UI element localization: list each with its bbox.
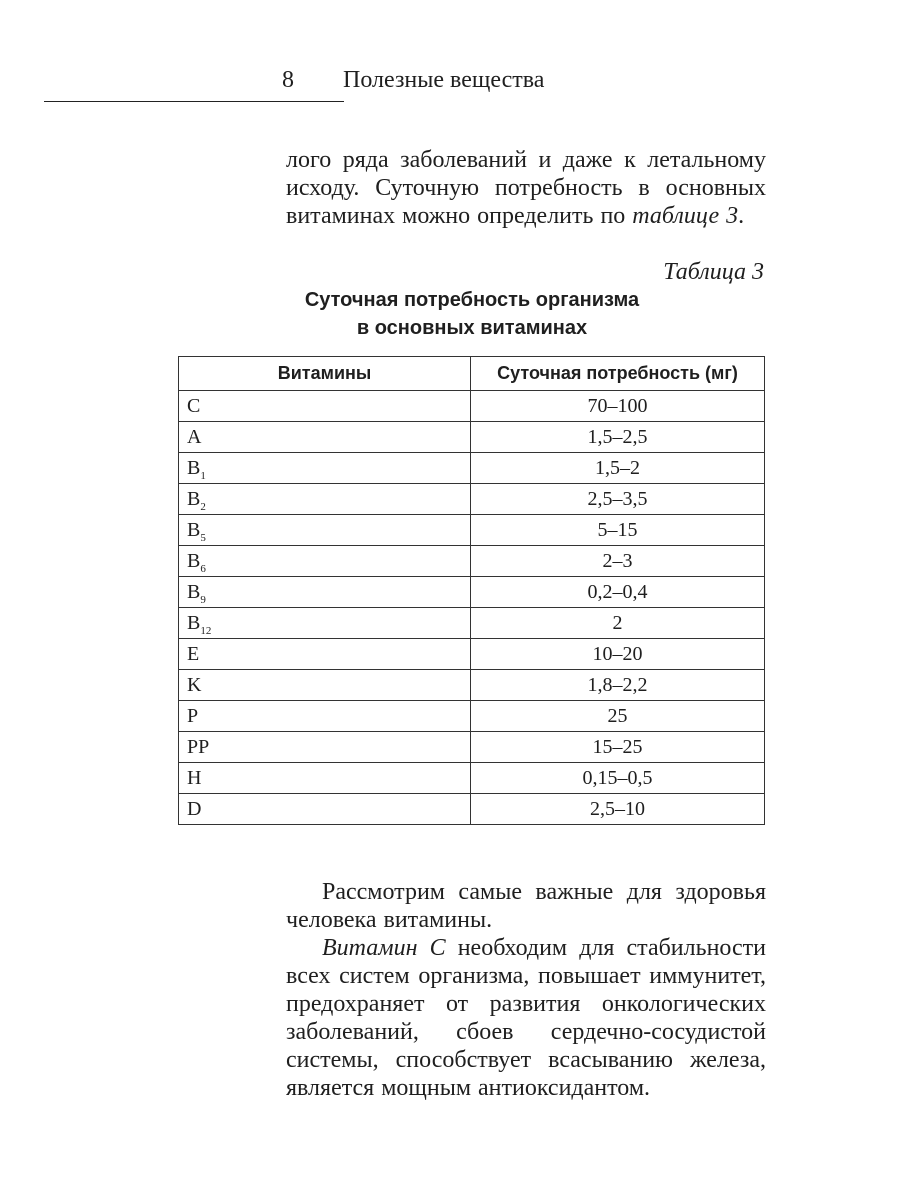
requirement-value: 2,5–10 [471, 794, 765, 825]
vitamin-subscript: 2 [200, 500, 206, 513]
table-row [179, 732, 765, 763]
vitamin-name-cell [179, 577, 471, 608]
column-header-vitamins: Витамины [179, 357, 471, 391]
table-label: Таблица 3 [663, 259, 764, 285]
vitamin-name-cell [179, 794, 471, 825]
page-header [0, 0, 900, 110]
vitamin-name: B [187, 549, 201, 572]
requirement-value: 1,5–2 [471, 453, 765, 484]
vitamin-subscript: 12 [200, 624, 212, 637]
vitamin-name-cell [179, 453, 471, 484]
vitamin-name: H [187, 766, 202, 789]
vitamin-subscript: 9 [200, 593, 206, 606]
vitamin-name-cell [179, 422, 471, 453]
vitamin-name: D [187, 797, 202, 820]
vitamin-name-cell [179, 639, 471, 670]
table-row [179, 484, 765, 515]
body-text [286, 878, 766, 1102]
vitamin-name: K [187, 673, 202, 696]
vitamin-name: C [187, 394, 201, 417]
table-row [179, 639, 765, 670]
table-row [179, 515, 765, 546]
requirement-value: 0,15–0,5 [471, 763, 765, 794]
table-row [179, 546, 765, 577]
vitamin-name: B [187, 580, 201, 603]
table-row [179, 391, 765, 422]
paragraph-2-text: необходим для стабильности всех систем организма, повышает иммунитет, предохраняет от развития онкологических заболеваний, сбоев сердечно-сосудистой системы, способствует всасыванию железа, является мощным антиоксидантом. [286, 935, 766, 1101]
vitamin-name-cell [179, 732, 471, 763]
paragraph-2-emphasis: Витамин С [322, 935, 446, 961]
vitamin-name: B [187, 611, 201, 634]
table-row [179, 701, 765, 732]
requirement-value: 1,8–2,2 [471, 670, 765, 701]
intro-text-before: лого ряда заболеваний и даже к летальному исходу. Суточную потребность в основных витаминах можно определить по [286, 147, 766, 229]
paragraph-2 [286, 934, 766, 1102]
requirement-value: 15–25 [471, 732, 765, 763]
paragraph-1: Рассмотрим самые важные для здоровья человека витамины. [286, 879, 766, 933]
vitamin-name: A [187, 425, 202, 448]
column-header-requirement: Суточная потребность (мг) [471, 357, 765, 391]
table-header-row [179, 357, 765, 391]
vitamin-name-cell [179, 546, 471, 577]
intro-text-after: . [738, 203, 745, 229]
vitamin-name: PP [187, 735, 210, 758]
table-row [179, 608, 765, 639]
vitamin-name: P [187, 704, 199, 727]
vitamin-name-cell [179, 763, 471, 794]
vitamin-name-cell [179, 670, 471, 701]
table-row [179, 670, 765, 701]
requirement-value: 25 [471, 701, 765, 732]
table-title-line-1: Суточная потребность организма [304, 289, 640, 311]
vitamin-name: B [187, 518, 201, 541]
requirement-value: 0,2–0,4 [471, 577, 765, 608]
table-row [179, 453, 765, 484]
vitamin-name-cell [179, 484, 471, 515]
requirement-value: 70–100 [471, 391, 765, 422]
vitamin-subscript: 6 [200, 562, 206, 575]
table-title-line-2: в основных витаминах [356, 317, 588, 339]
vitamin-name-cell [179, 391, 471, 422]
vitamin-name: B [187, 456, 201, 479]
vitamin-name-cell [179, 701, 471, 732]
intro-emphasis: таблице 3 [632, 203, 739, 229]
intro-paragraph [286, 146, 766, 230]
intro-text [286, 146, 766, 230]
requirement-value: 5–15 [471, 515, 765, 546]
vitamin-subscript: 1 [200, 469, 206, 482]
requirement-value: 1,5–2,5 [471, 422, 765, 453]
vitamin-subscript: 5 [200, 531, 206, 544]
requirement-value: 2–3 [471, 546, 765, 577]
vitamin-name: B [187, 487, 201, 510]
page-number: 8 [282, 67, 294, 93]
requirement-value: 2 [471, 608, 765, 639]
requirement-value: 2,5–3,5 [471, 484, 765, 515]
vitamin-name-cell [179, 608, 471, 639]
table-title [178, 286, 766, 342]
header-rule [44, 101, 344, 102]
running-title: Полезные вещества [343, 67, 545, 93]
table-row [179, 577, 765, 608]
table-body [179, 391, 765, 825]
table-row [179, 763, 765, 794]
vitamin-table [178, 356, 765, 825]
table-row [179, 794, 765, 825]
table-head [179, 357, 765, 391]
table-row [179, 422, 765, 453]
vitamin-name-cell [179, 515, 471, 546]
vitamin-name: E [187, 642, 200, 665]
requirement-value: 10–20 [471, 639, 765, 670]
